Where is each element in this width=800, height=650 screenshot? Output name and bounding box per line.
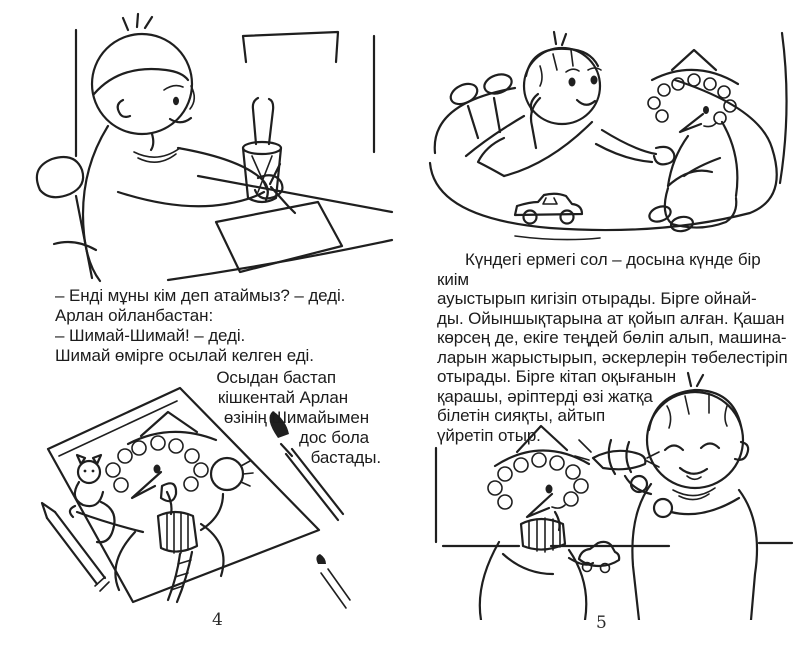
shimai-sitting [647,50,738,233]
room-lines [76,30,374,156]
text-line: үйретіп отыр. [437,425,541,445]
toy-car [515,194,582,224]
text-line: білетін сияқты, айтып [437,406,606,425]
text-line: Арлан ойланбастан: [55,306,214,325]
text-line: – Шимай-Шимай! – деді. [55,326,246,345]
text-line: бастады. [310,448,381,467]
text-line: кішкентай Арлан [217,388,348,407]
text-line: Шимай өмірге осылай келген еді. [55,346,314,365]
text-line: ды. Ойыншықтарына ат қойып алған. Қашан [437,308,785,328]
left-page-wrapped-paragraph [55,368,381,468]
left-page-paragraph [55,286,395,366]
wall-line [780,33,787,183]
text-line: көрсең де, екіге теңдей бөліп алып, машина- [437,328,787,347]
text-line: ларын жарыстырып, әскерлерін төбелестіріп [437,347,788,367]
text-line: Күндегі ермегі сол – досына күнде бір киім [437,250,761,289]
text-line: өзінің Шимайымен [223,408,369,427]
text-line: – Енді мұны кім деп атаймыз? – деді. [55,286,346,305]
text-line: ауыстырып кигізіп отырады. Бірге ойнай- [437,289,757,308]
text-line: дос бола [299,428,369,447]
page-number-left: 4 [212,610,223,630]
text-line: Осыдан бастап [216,368,336,387]
text-line: отырады. Бірге кітап оқығанын [437,367,677,386]
illustration-boy-drawing-at-desk [30,6,395,284]
boy-lying [448,32,675,176]
illustration-boy-on-rug-with-shimai [420,18,795,243]
small-brush [316,554,350,608]
right-page-paragraph [437,250,793,445]
boy [83,14,295,281]
text-line: қарашы, әріптерді өзі жатқа [437,386,653,406]
page-number-right: 5 [596,613,607,633]
pencil [42,503,109,591]
